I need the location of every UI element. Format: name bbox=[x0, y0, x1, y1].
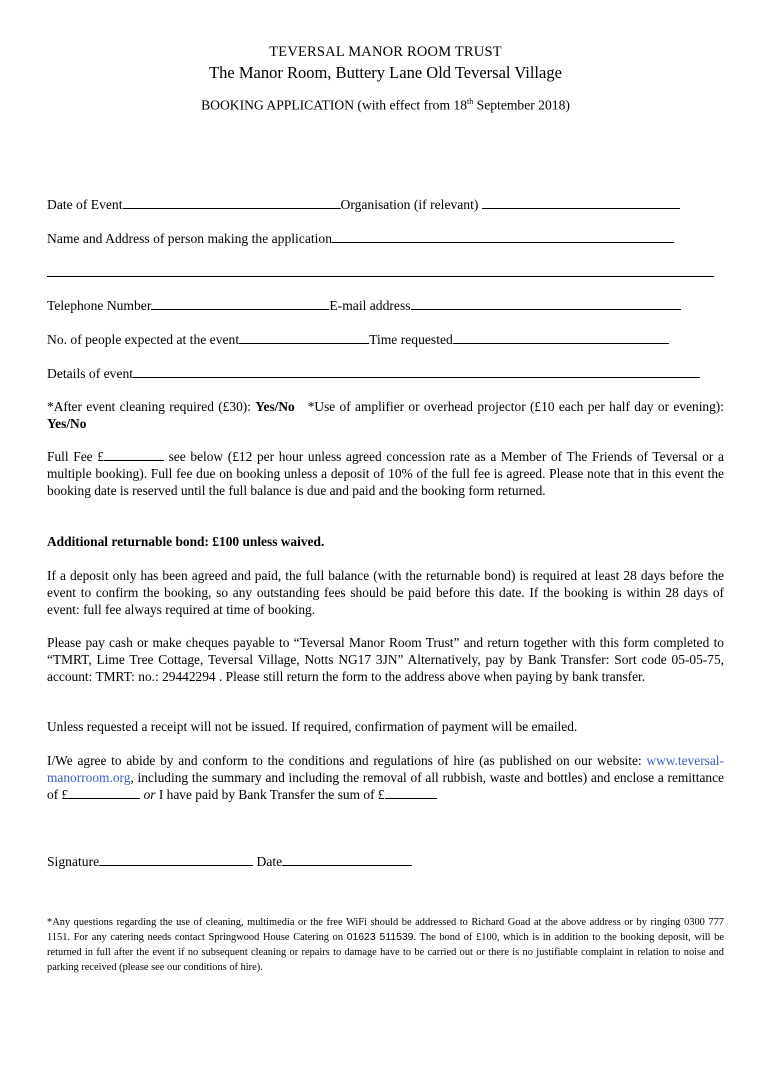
booking-form-page bbox=[0, 44, 770, 1068]
website-link[interactable]: www.teversal-manorroom.org bbox=[47, 753, 724, 785]
or-text: or bbox=[143, 787, 156, 802]
telephone-label: Telephone Number bbox=[47, 298, 152, 313]
details-field[interactable] bbox=[133, 365, 700, 378]
deposit-paragraph: If a deposit only has been agreed and paid, the full balance (with the returnable bond) is required at least 28 days before the event to confirm the booking, so any outstanding fees should be paid before this date. If the booking is within 28 days of event: full fee always required at time of booking. bbox=[47, 568, 724, 617]
organisation-field[interactable] bbox=[482, 196, 680, 209]
cleaning-label: *After event cleaning required (£30): bbox=[47, 399, 256, 414]
row-address-continued bbox=[47, 264, 724, 281]
amplifier-choice[interactable]: Yes/No bbox=[47, 416, 87, 431]
row-telephone-email bbox=[47, 297, 724, 314]
time-field[interactable] bbox=[453, 331, 669, 344]
fee-text: see below (£12 per hour unless agreed concession rate as a Member of The Friends of Teversal or a multiple booking). Full fee due on booking unless a deposit of 10% of the full fee is agreed. Please note that in this event the booking date is reserved until the full balance is due and paid and the booking form returned. bbox=[47, 449, 724, 498]
form-title: BOOKING APPLICATION (with effect from 18th September 2018) bbox=[201, 97, 570, 113]
fee-field[interactable] bbox=[104, 448, 164, 461]
name-address-field[interactable] bbox=[332, 230, 674, 243]
payment-paragraph: Please pay cash or make cheques payable to “Teversal Manor Room Trust” and return together with this form completed to “TMRT, Lime Tree Cottage, Teversal Village, Notts NG17 3JN” Alternatively, pay by Bank Transfer: Sort code 05-05-75, account: TMRT: no.: 29442294 . Please still return the form to the address above when paying by bank transfer. bbox=[47, 635, 724, 684]
time-label: Time requested bbox=[369, 332, 453, 347]
venue-address: The Manor Room, Buttery Lane Old Teversal Village bbox=[209, 63, 562, 82]
trust-name: TEVERSAL MANOR ROOM TRUST bbox=[269, 44, 502, 60]
catering-phone: 01623 511539 bbox=[346, 932, 414, 943]
email-field[interactable] bbox=[411, 297, 681, 310]
row-name-address bbox=[47, 230, 724, 247]
row-date-organisation bbox=[47, 196, 724, 213]
agreement-paragraph: I/We agree to abide by and conform to the conditions and regulations of hire (as published on our website: www.teversal-manorroom.org, including the summary and including the removal of all rubbish, waste and bottles) and enclose a remittance of £ or I have paid by Bank Transfer the sum of £ bbox=[47, 753, 724, 802]
row-details bbox=[47, 365, 724, 382]
fee-paragraph bbox=[47, 448, 724, 499]
signature-date-label: Date bbox=[256, 854, 283, 869]
cleaning-choice[interactable]: Yes/No bbox=[255, 399, 295, 414]
row-people-time bbox=[47, 331, 724, 348]
fee-prefix: Full Fee £ bbox=[47, 449, 104, 464]
date-of-event-label: Date of Event bbox=[47, 197, 123, 212]
telephone-field[interactable] bbox=[151, 297, 329, 310]
people-label: No. of people expected at the event bbox=[47, 332, 240, 347]
organisation-label: Organisation (if relevant) bbox=[340, 197, 479, 212]
signature-label: Signature bbox=[47, 854, 100, 869]
options-paragraph bbox=[47, 398, 724, 432]
bond-paragraph bbox=[47, 533, 724, 550]
bank-transfer-amount-field[interactable] bbox=[385, 786, 437, 799]
remittance-field[interactable] bbox=[68, 786, 140, 799]
signature-field[interactable] bbox=[99, 853, 253, 866]
bond-text: Additional returnable bond: £100 unless waived. bbox=[47, 534, 325, 549]
footnote-paragraph: *Any questions regarding the use of cleaning, multimedia or the free WiFi should be addressed to Richard Goad at the above address or by ringing 0300 777 1151. For any catering needs contact Springwood House Catering on 01623 511539. The bond of £100, which is in addition to the booking deposit, will be returned in full after the event if no subsequent cleaning or repairs to damage have to be carried out or there is no justifiable complaint in relation to noise and parking received (please see our conditions of hire). bbox=[47, 917, 724, 973]
signature-date-field[interactable] bbox=[282, 853, 412, 866]
row-signature-date bbox=[47, 853, 724, 870]
name-address-label: Name and Address of person making the application bbox=[47, 231, 333, 246]
people-field[interactable] bbox=[239, 331, 369, 344]
details-label: Details of event bbox=[47, 366, 134, 381]
email-label: E-mail address bbox=[329, 298, 411, 313]
date-of-event-field[interactable] bbox=[123, 196, 341, 209]
address-continued-field[interactable] bbox=[47, 264, 714, 277]
receipt-paragraph: Unless requested a receipt will not be issued. If required, confirmation of payment will be emailed. bbox=[47, 719, 578, 734]
amplifier-label: *Use of amplifier or overhead projector (£10 each per half day or evening): bbox=[307, 399, 724, 414]
